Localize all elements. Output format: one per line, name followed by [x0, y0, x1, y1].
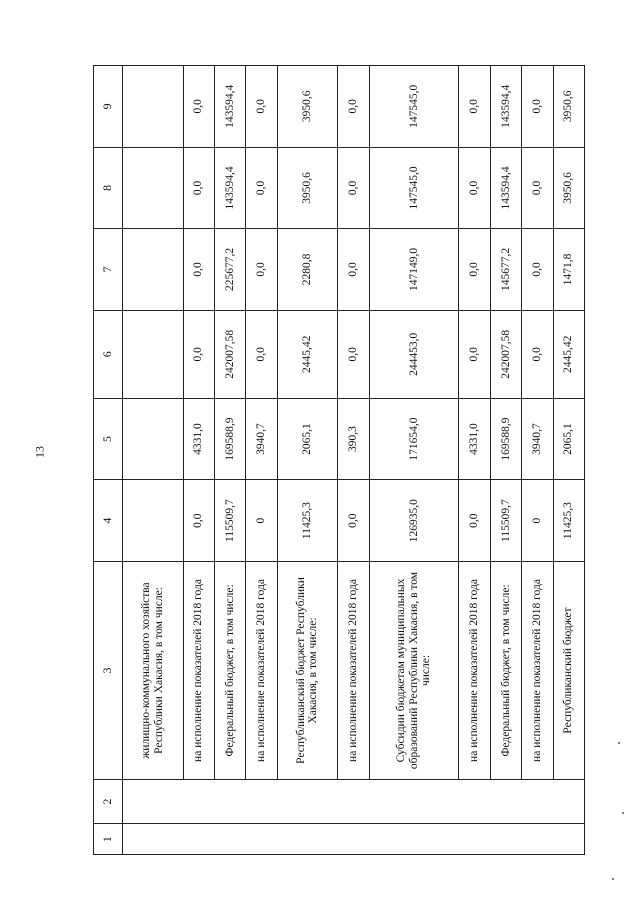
- cell-c8: 143594,4: [490, 147, 521, 229]
- scan-speck: [612, 878, 614, 880]
- cell-c7: [123, 229, 184, 311]
- cell-c9: 0,0: [246, 66, 277, 148]
- cell-c8: 3950,6: [277, 147, 338, 229]
- header-row: [94, 66, 123, 855]
- cell-c4: 11425,3: [277, 480, 338, 562]
- table-row: [277, 66, 338, 855]
- cell-c7: 0,0: [338, 229, 369, 311]
- col-header: 1: [94, 824, 123, 855]
- row-label: на исполнение показателей 2018 года: [246, 561, 277, 779]
- cell-c8: [123, 147, 184, 229]
- cell-c4: 126935,0: [369, 480, 459, 562]
- cell-c9: 143594,4: [490, 66, 521, 148]
- col1-merged-cell: [123, 824, 585, 855]
- table-row: [214, 66, 245, 855]
- cell-c9: 147545,0: [369, 66, 459, 148]
- cell-c6: 244453,0: [369, 310, 459, 398]
- scan-speck: [618, 742, 620, 744]
- cell-c7: 1471,8: [553, 229, 585, 311]
- row-label: жилищно-коммунального хозяйства Республики Хакасия, в том числе:: [123, 561, 184, 779]
- cell-c9: 0,0: [338, 66, 369, 148]
- cell-c7: 145677,2: [490, 229, 521, 311]
- cell-c5: 4331,0: [459, 398, 490, 480]
- cell-c8: 143594,4: [214, 147, 245, 229]
- cell-c8: 0,0: [183, 147, 214, 229]
- row-label: на исполнение показателей 2018 года: [522, 561, 553, 779]
- scan-speck: [622, 812, 624, 814]
- row-label: на исполнение показателей 2018 года: [459, 561, 490, 779]
- row-label: на исполнение показателей 2018 года: [183, 561, 214, 779]
- cell-c7: 147149,0: [369, 229, 459, 311]
- cell-c6: 0,0: [522, 310, 553, 398]
- cell-c9: 0,0: [183, 66, 214, 148]
- cell-c6: 2445,42: [277, 310, 338, 398]
- cell-c7: 0,0: [246, 229, 277, 311]
- col-header: 9: [94, 66, 123, 148]
- col-header: 7: [94, 229, 123, 311]
- cell-c5: 171654,0: [369, 398, 459, 480]
- cell-c9: 143594,4: [214, 66, 245, 148]
- col-header: 2: [94, 780, 123, 824]
- cell-c5: 2065,1: [277, 398, 338, 480]
- cell-c7: 2280,8: [277, 229, 338, 311]
- row-label: Субсидии бюджетам муниципальных образований Республики Хакасия, в том числе:: [369, 561, 459, 779]
- col2-merged-cell: [123, 780, 585, 824]
- cell-c4: 115509,7: [214, 480, 245, 562]
- cell-c6: 242007,58: [490, 310, 521, 398]
- cell-c9: 0,0: [459, 66, 490, 148]
- cell-c4: 0,0: [338, 480, 369, 562]
- cell-c6: 0,0: [183, 310, 214, 398]
- col-header: 4: [94, 480, 123, 562]
- row-label: Республиканский бюджет: [553, 561, 585, 779]
- table-row: [369, 66, 459, 855]
- row-label: на исполнение показателей 2018 года: [338, 561, 369, 779]
- cell-c4: 0: [246, 480, 277, 562]
- cell-c9: [123, 66, 184, 148]
- cell-c5: 3940,7: [246, 398, 277, 480]
- cell-c5: 169588,9: [490, 398, 521, 480]
- cell-c8: 3950,6: [553, 147, 585, 229]
- page-number: 13: [32, 446, 47, 458]
- cell-c9: 0,0: [522, 66, 553, 148]
- col-header: 8: [94, 147, 123, 229]
- cell-c6: 0,0: [246, 310, 277, 398]
- budget-table: [93, 65, 585, 855]
- cell-c4: 11425,3: [553, 480, 585, 562]
- col-header: 5: [94, 398, 123, 480]
- cell-c6: 0,0: [459, 310, 490, 398]
- row-label: Республиканский бюджет Республики Хакасия, в том числе:: [277, 561, 338, 779]
- table-row: [123, 66, 184, 855]
- cell-c8: 0,0: [338, 147, 369, 229]
- rotated-table-container: [93, 65, 585, 855]
- cell-c6: [123, 310, 184, 398]
- cell-c8: 0,0: [522, 147, 553, 229]
- cell-c7: 225677,2: [214, 229, 245, 311]
- cell-c9: 3950,6: [277, 66, 338, 148]
- cell-c8: 0,0: [246, 147, 277, 229]
- cell-c6: 0,0: [338, 310, 369, 398]
- cell-c4: 0,0: [183, 480, 214, 562]
- table-row: [183, 66, 214, 855]
- cell-c4: [123, 480, 184, 562]
- cell-c6: 2445,42: [553, 310, 585, 398]
- row-label: Федеральный бюджет, в том числе:: [214, 561, 245, 779]
- col-header: 3: [94, 561, 123, 779]
- cell-c4: 0,0: [459, 480, 490, 562]
- table-row: [522, 66, 553, 855]
- cell-c6: 242007,58: [214, 310, 245, 398]
- cell-c7: 0,0: [522, 229, 553, 311]
- table-row: [246, 66, 277, 855]
- cell-c9: 3950,6: [553, 66, 585, 148]
- table-row: [490, 66, 521, 855]
- cell-c7: 0,0: [183, 229, 214, 311]
- cell-c8: 0,0: [459, 147, 490, 229]
- table-row: [459, 66, 490, 855]
- table-row: [553, 66, 585, 855]
- cell-c8: 147545,0: [369, 147, 459, 229]
- cell-c5: 4331,0: [183, 398, 214, 480]
- cell-c4: 115509,7: [490, 480, 521, 562]
- cell-c4: 0: [522, 480, 553, 562]
- table-row: [338, 66, 369, 855]
- cell-c5: 2065,1: [553, 398, 585, 480]
- cell-c5: 390,3: [338, 398, 369, 480]
- cell-c5: 3940,7: [522, 398, 553, 480]
- cell-c5: 169588,9: [214, 398, 245, 480]
- cell-c7: 0,0: [459, 229, 490, 311]
- col-header: 6: [94, 310, 123, 398]
- row-label: Федеральный бюджет, в том числе:: [490, 561, 521, 779]
- cell-c5: [123, 398, 184, 480]
